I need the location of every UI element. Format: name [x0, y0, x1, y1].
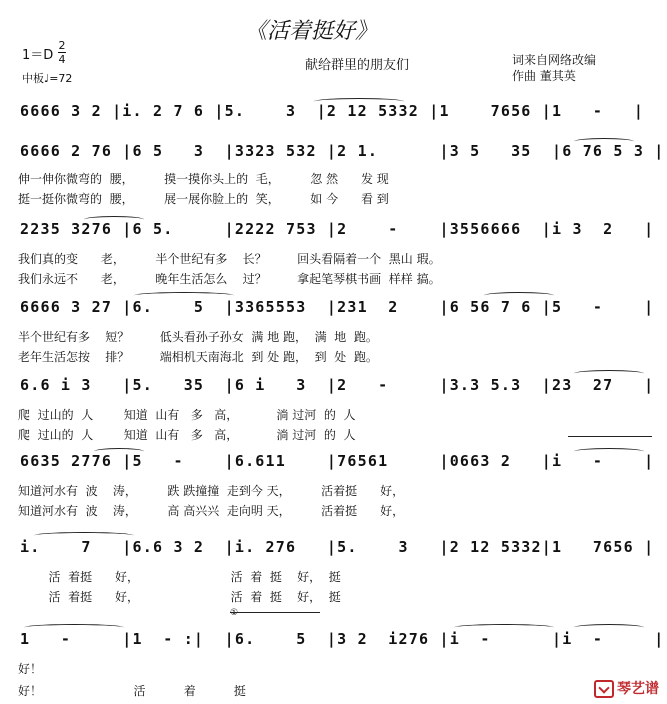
- lyricist-credit: 词来自网络改编: [512, 53, 597, 67]
- notation-line: i. 7 |6.6 3 2 |i. 276 |5. 3 |2 12 5332|1 7656 |: [20, 538, 655, 556]
- lyric-line: 半个世纪有多 短？ 低头看孙子孙女 满 地 跑， 满 地 跑。: [18, 330, 378, 344]
- notation-line: 6635 2776 |5 - |6.611 |76561 |0663 2 |i - |: [20, 452, 655, 470]
- lyric-line: 活 着挺 好， 活 着 挺 好， 挺: [18, 590, 341, 604]
- lyric-line: 爬 过山的 人 知道 山有 多 高， 淌 过河 的 人: [18, 428, 356, 442]
- lyric-line: 好！: [18, 662, 43, 676]
- time-signature: [58, 40, 66, 65]
- time-signature-bottom: 4: [58, 53, 66, 66]
- composer-credit: 作曲 董其英: [512, 69, 576, 83]
- credits: [512, 52, 596, 84]
- logo-text: 琴艺谱: [617, 681, 659, 697]
- dedication: 献给群里的朋友们: [305, 58, 410, 73]
- score-line-3: [14, 216, 654, 244]
- score-line-2: [14, 138, 665, 166]
- time-signature-top: 2: [58, 39, 66, 52]
- notation-line: 6666 3 27 |6. 5 |3365553 |231 2 |6 56 7 6 |5 - |: [20, 298, 655, 316]
- score-line-8: [14, 626, 665, 654]
- lyric-line: 伸一伸你微弯的 腰， 摸一摸你头上的 毛， 忽 然 发 现: [18, 172, 389, 186]
- score-line-5: [14, 372, 654, 400]
- lyric-line: 好！ 活 着 挺: [18, 684, 246, 698]
- lyric-line: 挺一挺你微弯的 腰， 展一展你脸上的 笑， 如 今 看 到: [18, 192, 389, 206]
- key-signature: 1＝D: [22, 48, 54, 63]
- score-line-6: [14, 448, 654, 476]
- notation-line: 6.6 i 3 |5. 35 |6 i 3 |2 - |3.3 5.3 |23 27 |: [20, 376, 655, 394]
- notation-line: 6666 3 2 |i. 2 7 6 |5. 3 |2 12 5332 |1 7656 |1 - |: [20, 102, 645, 120]
- score-line-1: [14, 98, 654, 126]
- lyric-line: 活 着挺 好， 活 着 挺 好， 挺: [18, 570, 341, 584]
- logo-mark-icon: [594, 680, 614, 698]
- score-line-4: [14, 294, 654, 322]
- lyric-line: 知道河水有 波 涛， 高 高兴兴 走向明 天， 活着挺 好，: [18, 504, 405, 518]
- notation-line: 6666 2 76 |6 5 3 |3323 532 |2 1. |3 5 35 |6 76 5 3 |: [20, 142, 665, 160]
- site-logo: [594, 678, 659, 698]
- lyric-line: 我们永远不 老， 晚年生活怎么 过？ 拿起笔琴棋书画 样样 搞。: [18, 272, 441, 286]
- lyric-line: 知道河水有 波 涛， 跌 跌撞撞 走到今 天， 活着挺 好，: [18, 484, 405, 498]
- notation-line: 1 - |1 - :| |6. 5 |3 2 i276 |i - |i - |: [20, 630, 665, 648]
- lyric-line: 老年生活怎按 排？ 端相机天南海北 到 处 跑， 到 处 跑。: [18, 350, 378, 364]
- lyric-line: 我们真的变 老， 半个世纪有多 长？ 回头看隔着一个 黑山 瑕。: [18, 252, 441, 266]
- lyric-line: 爬 过山的 人 知道 山有 多 高， 淌 过河 的 人: [18, 408, 356, 422]
- page-title: 《活着挺好》: [245, 19, 378, 44]
- score-line-7: [14, 534, 654, 562]
- tempo-marking: 中板♩=72: [22, 72, 73, 85]
- notation-line: 2235 3276 |6 5. |2222 753 |2 - |3556666 |i 3 2 |: [20, 220, 655, 238]
